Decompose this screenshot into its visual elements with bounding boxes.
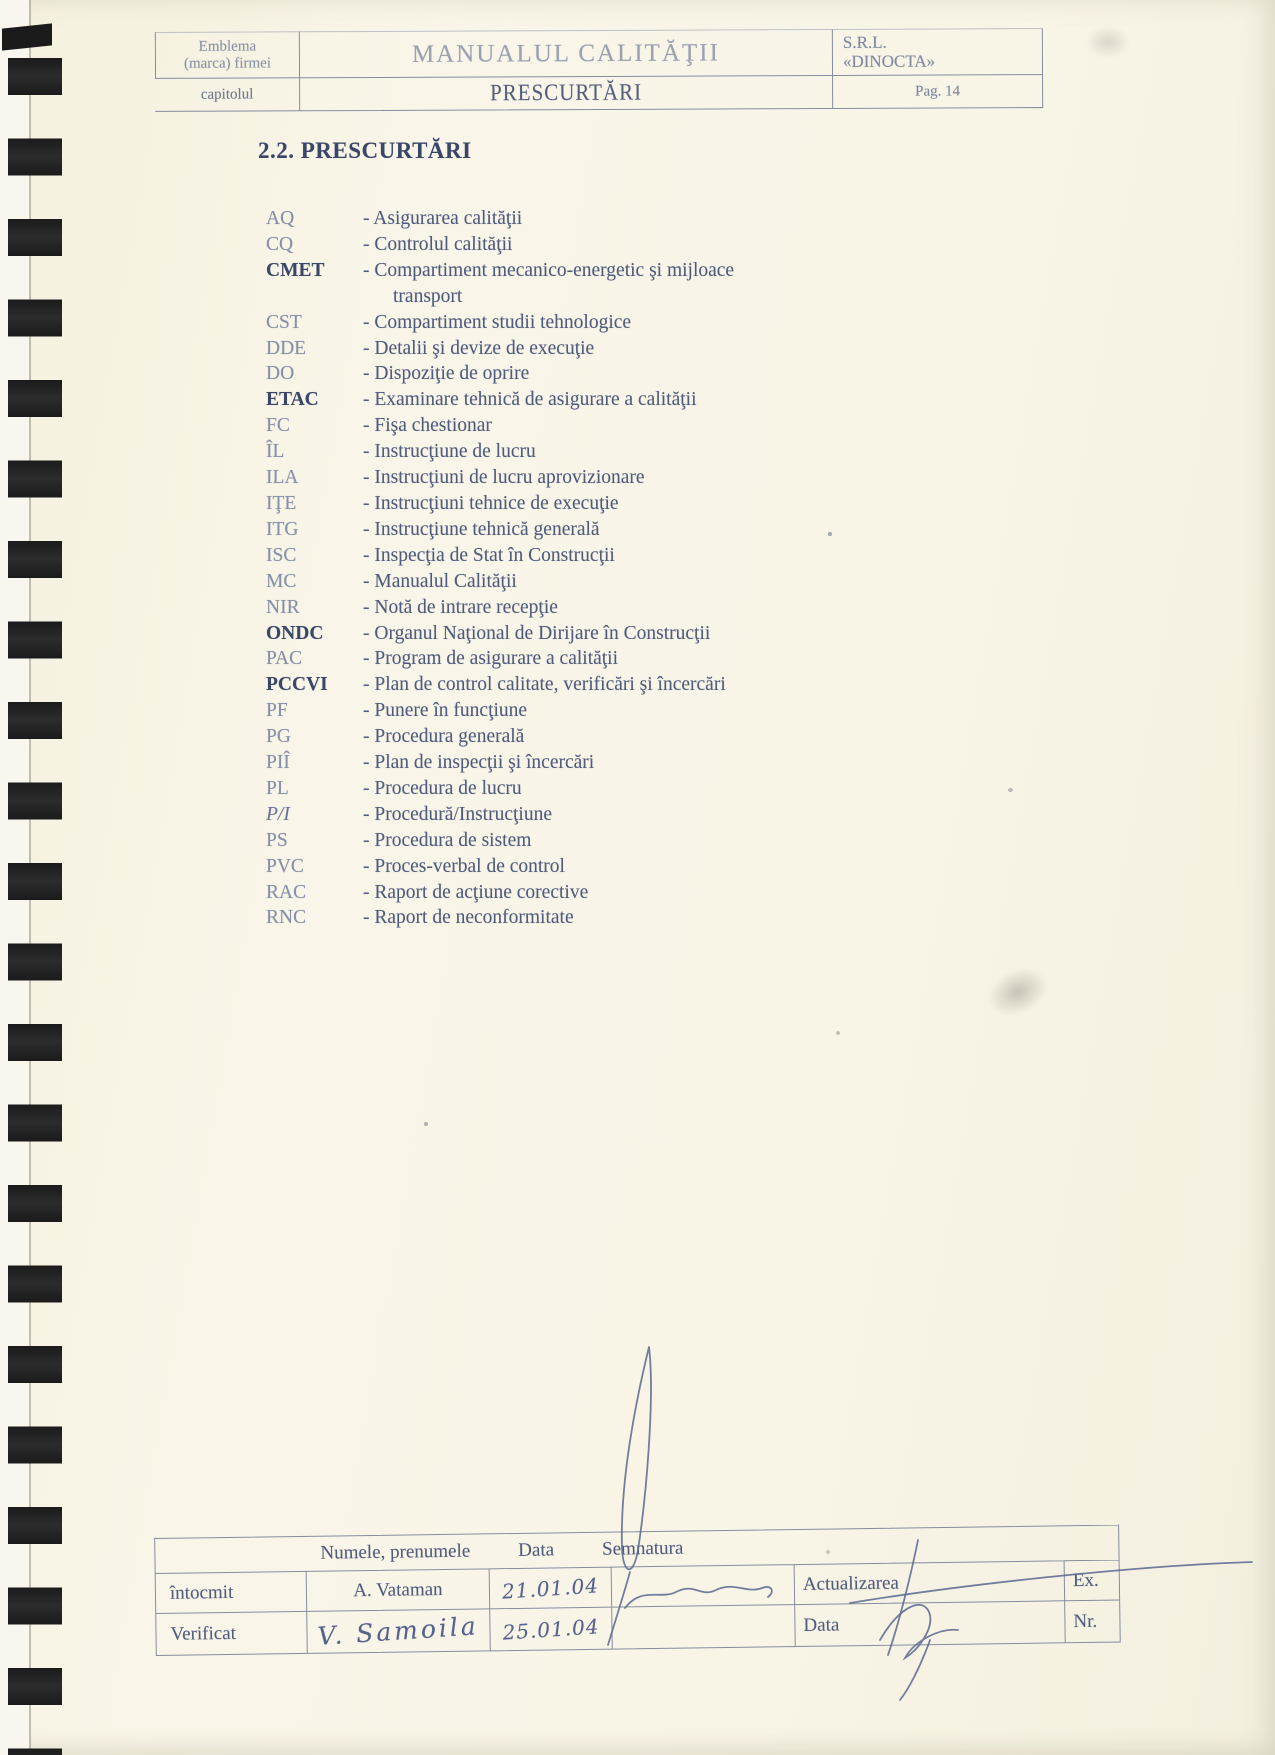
- spiral-binding: [8, 58, 62, 1755]
- page-number: Pag. 14: [915, 83, 961, 100]
- handwritten-date: 21.01.04: [501, 1572, 600, 1604]
- abbreviation-row: [266, 698, 866, 724]
- abbreviation-row: [266, 543, 866, 569]
- abbreviation-code: DO: [266, 363, 295, 385]
- abbreviation-definition: - Procedura de lucru: [363, 777, 522, 799]
- date-column-label: Data: [518, 1539, 555, 1561]
- abbreviation-code: ILA: [266, 467, 299, 489]
- scan-speckle: [836, 1031, 840, 1035]
- abbreviation-code: ONDC: [266, 622, 324, 644]
- role-label: Verificat: [170, 1622, 237, 1645]
- abbreviation-row: [266, 517, 866, 543]
- scan-speckle: [1008, 788, 1013, 792]
- name-column-label: Numele, prenumele: [320, 1540, 471, 1564]
- row-right-label-cell: [795, 1560, 1066, 1605]
- abbreviation-definition: - Instrucţiuni de lucru aprovizionare: [363, 467, 645, 489]
- abbreviation-code: AQ: [266, 208, 295, 229]
- header-chapter-cell: [155, 78, 300, 112]
- row-name-cell: [307, 1568, 491, 1612]
- abbreviation-row: [266, 621, 866, 647]
- abbreviation-definition: - Procedura de sistem: [363, 829, 532, 851]
- row-right-small-cell: [1065, 1560, 1121, 1602]
- abbreviation-definition: - Compartiment mecanico-energetic şi mijloace transport: [363, 258, 734, 310]
- approval-table: [154, 1525, 1121, 1656]
- abbreviation-row: [266, 258, 866, 310]
- abbreviation-row: [266, 595, 866, 621]
- document-header-table: [155, 28, 1043, 112]
- abbreviation-code: PIÎ: [266, 752, 290, 774]
- row-date-cell: [490, 1567, 613, 1610]
- abbreviation-code: CQ: [266, 233, 294, 255]
- abbreviation-code: ITG: [266, 518, 299, 540]
- document-title: MANUALUL CALITĂŢII: [411, 39, 720, 68]
- abbreviation-code: NIR: [266, 596, 300, 618]
- abbreviation-code: PS: [266, 829, 288, 851]
- abbreviation-code: PVC: [266, 855, 304, 877]
- abbreviation-row: [266, 880, 866, 906]
- row-right-label-cell: [795, 1601, 1066, 1647]
- header-page-cell: [833, 75, 1043, 109]
- abbreviation-definition: - Procedură/Instrucţiune: [363, 803, 552, 825]
- abbreviation-row: [266, 491, 866, 517]
- row-right-small-cell: [1065, 1601, 1121, 1644]
- abbreviation-definition: - Fişa chestionar: [363, 415, 492, 437]
- abbreviation-definition: - Raport de acţiune corective: [363, 881, 589, 903]
- abbreviation-code: CST: [266, 311, 302, 333]
- abbreviations-list: [266, 206, 866, 931]
- header-emblem-cell: [155, 31, 300, 79]
- role-label: întocmit: [169, 1581, 234, 1604]
- row-signature-cell: [612, 1605, 796, 1650]
- handwritten-date: 25.01.04: [501, 1613, 601, 1645]
- abbreviation-definition: - Compartiment studii tehnologice: [363, 311, 632, 333]
- abbreviation-code: PL: [266, 777, 289, 799]
- chapter-title: PRESCURTĂRI: [489, 78, 643, 107]
- binding-comb-top: [2, 23, 52, 50]
- abbreviation-definition: - Instrucţiuni tehnice de execuţie: [363, 492, 619, 514]
- abbreviation-definition: - Asigurarea calităţii: [363, 208, 523, 229]
- abbreviation-row: [266, 206, 866, 232]
- abbreviation-code: IŢE: [266, 492, 297, 514]
- emblem-label-line1: Emblema: [198, 38, 257, 55]
- abbreviation-definition: - Instrucţiune de lucru: [363, 441, 536, 463]
- abbreviation-row: [266, 413, 866, 439]
- header-company-cell: [833, 28, 1043, 76]
- right-label: Data: [803, 1613, 840, 1636]
- emblem-label-line2: (marca) firmei: [183, 54, 272, 72]
- row-name-cell: [307, 1609, 491, 1654]
- section-heading: 2.2. PRESCURTĂRI: [258, 138, 472, 163]
- abbreviation-code: DDE: [266, 337, 307, 359]
- abbreviation-row: [266, 310, 866, 336]
- abbreviation-definition: - Detalii şi devize de execuţie: [363, 337, 595, 359]
- row-date-cell: [490, 1608, 613, 1652]
- signature-column-label: Semnatura: [601, 1537, 684, 1560]
- abbreviation-row: [266, 361, 866, 387]
- abbreviation-code: PCCVI: [266, 674, 328, 696]
- scan-smudge: [1086, 26, 1130, 58]
- abbreviation-code: RAC: [266, 881, 307, 903]
- right-small-label: Nr.: [1073, 1610, 1098, 1632]
- chapter-label: capitolul: [200, 86, 254, 103]
- row-role-cell: [155, 1612, 308, 1656]
- abbreviation-definition: - Instrucţiune tehnică generală: [363, 518, 600, 540]
- abbreviation-row: [266, 802, 866, 828]
- scan-speckle: [424, 1122, 428, 1126]
- scan-smudge: [980, 959, 1057, 1026]
- abbreviation-row: [266, 776, 866, 802]
- abbreviation-code: ÎL: [266, 441, 285, 463]
- abbreviation-row: [266, 646, 866, 672]
- abbreviation-row: [266, 569, 866, 595]
- abbreviation-row: [266, 854, 866, 880]
- abbreviation-definition: - Plan de control calitate, verificări şi încercări: [363, 674, 726, 696]
- abbreviation-definition: - Controlul calităţii: [363, 233, 513, 255]
- abbreviation-definition: - Dispoziţie de oprire: [363, 363, 530, 385]
- header-subtitle-cell: [300, 76, 833, 111]
- row-role-cell: [155, 1571, 308, 1614]
- abbreviation-code: CMET: [266, 259, 325, 281]
- header-title-cell: [300, 29, 833, 78]
- abbreviation-row: [266, 905, 866, 931]
- abbreviation-row: [266, 232, 866, 258]
- handwritten-name: V. Samoila: [317, 1611, 480, 1651]
- abbreviation-definition: - Plan de inspecţii şi încercări: [363, 752, 595, 774]
- abbreviation-definition: - Inspecţia de Stat în Construcţii: [363, 544, 615, 566]
- abbreviation-definition-continuation: transport: [393, 285, 463, 307]
- abbreviation-definition: - Raport de neconformitate: [363, 907, 574, 929]
- abbreviation-row: [266, 439, 866, 465]
- abbreviation-definition: - Notă de intrare recepţie: [363, 596, 558, 618]
- abbreviation-code: RNC: [266, 907, 307, 929]
- abbreviation-definition: - Proces-verbal de control: [363, 855, 565, 877]
- abbreviation-code: FC: [266, 415, 290, 437]
- abbreviation-definition: - Procedura generală: [363, 726, 525, 748]
- abbreviation-row: [266, 750, 866, 776]
- abbreviation-code: PAC: [266, 648, 303, 670]
- abbreviation-definition: - Program de asigurare a calităţii: [363, 648, 619, 670]
- abbreviation-definition: - Punere în funcţiune: [363, 700, 528, 722]
- abbreviation-row: [266, 724, 866, 750]
- company-name-line2: «DINOCTA»: [842, 51, 936, 71]
- company-name-line1: S.R.L.: [842, 32, 887, 52]
- abbreviation-code: ISC: [266, 544, 297, 566]
- abbreviation-code: MC: [266, 570, 297, 592]
- abbreviation-row: [266, 672, 866, 698]
- abbreviation-row: [266, 465, 866, 491]
- abbreviation-definition: - Organul Naţional de Dirijare în Construcţii: [363, 622, 711, 644]
- abbreviation-code: PG: [266, 726, 291, 748]
- abbreviation-code: PF: [266, 700, 288, 722]
- abbreviation-definition: - Examinare tehnică de asigurare a calităţii: [363, 389, 697, 411]
- right-small-label: Ex.: [1072, 1569, 1099, 1591]
- abbreviation-code: ETAC: [266, 389, 319, 411]
- abbreviation-row: [266, 336, 866, 362]
- abbreviation-code: P/I: [266, 803, 290, 825]
- signature-verificat-tail: [900, 1640, 930, 1700]
- abbreviation-definition: - Manualul Calităţii: [363, 570, 517, 592]
- abbreviation-row: [266, 828, 866, 854]
- row-signature-cell: [612, 1564, 796, 1608]
- name-value: A. Vataman: [353, 1578, 443, 1601]
- right-label: Actualizarea: [802, 1572, 900, 1595]
- abbreviation-row: [266, 387, 866, 413]
